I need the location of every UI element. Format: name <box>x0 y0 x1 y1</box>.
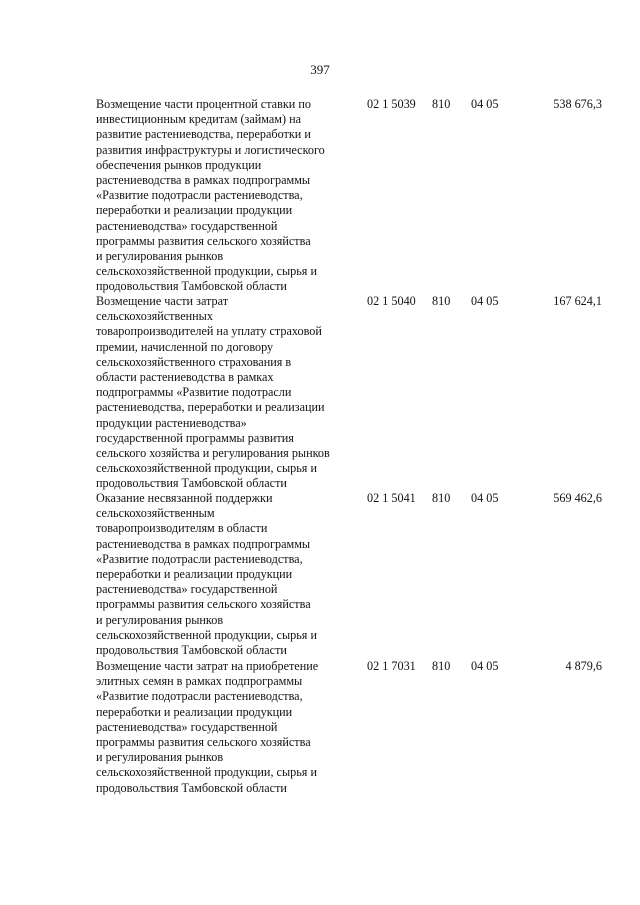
row-amount: 4 879,6 <box>565 659 602 673</box>
row-expense-type: 810 <box>432 97 451 111</box>
row-target-code: 02 1 7031 <box>367 659 416 673</box>
row-amount: 538 676,3 <box>553 97 602 111</box>
row-target-code: 02 1 5039 <box>367 97 416 111</box>
row-description: Возмещение части затрат на приобретение элитных семян в рамках подпрограммы «Развитие подотрасли растениеводства, переработки и реализации продукции растениеводства» государственной программы развития сельского хозяйства и регулирования рынков сельскохозяйственной продукции, сырья и продовольствия Тамбовской области <box>96 659 319 795</box>
row-expense-type: 810 <box>432 491 451 505</box>
row-description: Оказание несвязанной поддержки сельскохозяйственным товаропроизводителям в области растениеводства в рамках подпрограммы «Развитие подотрасли растениеводства, переработки и реализации продукции растениеводства» государственной программы развития сельского хозяйства и регулирования рынков сельскохозяйственной продукции, сырья и продовольствия Тамбовской области <box>96 491 317 658</box>
row-section: 04 05 <box>471 97 499 111</box>
row-target-code: 02 1 5041 <box>367 491 416 505</box>
row-expense-type: 810 <box>432 659 451 673</box>
row-section: 04 05 <box>471 294 499 308</box>
row-description: Возмещение части затрат сельскохозяйственных товаропроизводителей на уплату страховой премии, начисленной по договору сельскохозяйственного страхования в области растениеводства в рамках подпрограммы «Развитие подотрасли растениеводства, переработки и реализации продукции растениеводства» государственной программы развития сельского хозяйства и регулирования рынков сельскохозяйственной продукции, сырья и продовольствия Тамбовской области <box>96 294 330 491</box>
row-section: 04 05 <box>471 491 499 505</box>
row-target-code: 02 1 5040 <box>367 294 416 308</box>
row-amount: 569 462,6 <box>553 491 602 505</box>
row-section: 04 05 <box>471 659 499 673</box>
row-description: Возмещение части процентной ставки по инвестиционным кредитам (займам) на развитие растениеводства, переработки и развития инфраструктуры и логистического обеспечения рынков продукции растениеводства в рамках подпрограммы «Развитие подотрасли растениеводства, переработки и реализации продукции растениеводства» государственной программы развития сельского хозяйства и регулирования рынков сельскохозяйственной продукции, сырья и продовольствия Тамбовской области <box>96 97 325 294</box>
row-expense-type: 810 <box>432 294 451 308</box>
page-number: 397 <box>310 62 330 77</box>
row-amount: 167 624,1 <box>553 294 602 308</box>
